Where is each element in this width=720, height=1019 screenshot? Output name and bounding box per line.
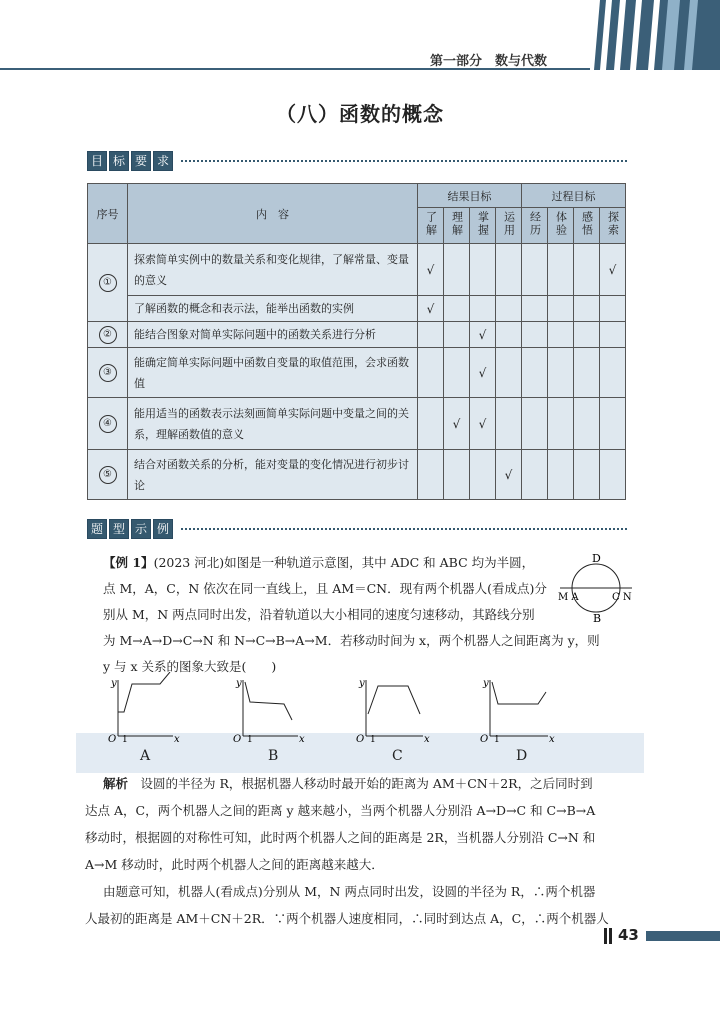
check-cell: √ <box>600 244 626 296</box>
axis-origin: O <box>356 734 365 744</box>
check-cell <box>444 322 470 348</box>
analysis-line: 人最初的距离是 AM＋CN＋2R．∵两个机器人速度相同，∴同时到达点 A，C，∴两个机器人 <box>85 911 609 926</box>
example-line: y 与 x 关系的图象大致是( ) <box>103 659 277 674</box>
check-cell <box>522 244 548 296</box>
banner-goals-char: 要 <box>131 151 151 171</box>
check-cell <box>470 450 496 500</box>
axis-tick-one: 1 <box>494 735 500 744</box>
graph-c <box>366 680 423 736</box>
sub-header: 探索 <box>606 211 620 237</box>
option-label-d: D <box>516 748 528 764</box>
axis-tick-one: 1 <box>122 735 128 744</box>
check-cell <box>444 348 470 398</box>
sub-header: 感悟 <box>580 211 594 237</box>
check-cell <box>522 322 548 348</box>
banner-goals-char: 求 <box>153 151 173 171</box>
check-cell: √ <box>470 322 496 348</box>
axis-origin: O <box>233 734 242 744</box>
analysis <box>85 770 645 932</box>
check-cell <box>470 244 496 296</box>
example-tag: 【例 1】 <box>103 555 154 570</box>
check-cell <box>444 296 470 322</box>
check-cell <box>496 296 522 322</box>
analysis-line: 由题意可知，机器人(看成点)分别从 M，N 两点同时出发，设圆的半径为 R，∴两个机器 <box>103 884 596 899</box>
check-cell <box>418 348 444 398</box>
check-cell <box>522 450 548 500</box>
page-number: 43 <box>618 926 639 944</box>
row-index: ⑤ <box>99 466 117 484</box>
row-content: 能结合图象对简单实际问题中的函数关系进行分析 <box>128 322 418 348</box>
check-cell <box>418 450 444 500</box>
axis-tick-one: 1 <box>247 735 253 744</box>
axis-x-label: x <box>299 734 305 744</box>
graph-a <box>118 672 173 736</box>
row-content: 结合对函数关系的分析，能对变量的变化情况进行初步讨论 <box>128 450 418 500</box>
table-row <box>88 244 626 296</box>
analysis-line: 达点 A，C，两个机器人之间的距离 y 越来越小，当两个机器人分别沿 A→D→C 和 C→B→A <box>85 803 596 818</box>
check-cell: √ <box>418 296 444 322</box>
check-cell <box>522 296 548 322</box>
row-content: 能确定简单实际问题中函数自变量的取值范围，会求函数值 <box>128 348 418 398</box>
example-line: 为 M→A→D→C→N 和 N→C→B→A→M．若移动时间为 x，两个机器人之间距离为 y，则 <box>103 633 600 648</box>
option-label-a: A <box>140 748 151 764</box>
result-goal-header: 结果目标 <box>418 184 522 208</box>
analysis-line: A→M 移动时，此时两个机器人之间的距离越来越大． <box>85 857 384 872</box>
check-cell <box>574 348 600 398</box>
check-cell <box>548 398 574 450</box>
row-index: ② <box>99 326 117 344</box>
table-row <box>88 322 626 348</box>
table-row <box>88 450 626 500</box>
axis-origin: O <box>108 734 117 744</box>
check-cell <box>548 348 574 398</box>
banner-goals-char: 标 <box>109 151 129 171</box>
banner-goals <box>87 150 627 172</box>
check-cell <box>418 398 444 450</box>
check-cell <box>522 348 548 398</box>
check-cell <box>600 398 626 450</box>
banner-examples-char: 示 <box>131 519 151 539</box>
footer-stripe <box>646 931 720 941</box>
check-cell: √ <box>444 398 470 450</box>
check-cell <box>444 450 470 500</box>
axis-x-label: x <box>174 734 180 744</box>
table-row <box>88 398 626 450</box>
diagram-label-right: C N <box>612 592 632 603</box>
check-cell <box>574 398 600 450</box>
sub-header: 了解 <box>424 211 438 237</box>
col-content-header: 内 容 <box>128 184 418 244</box>
check-cell <box>496 348 522 398</box>
row-content: 了解函数的概念和表示法，能举出函数的实例 <box>128 296 418 322</box>
example-line: 点 M，A，C，N 依次在同一直线上，且 AM＝CN．现有两个机器人(看成点)分 <box>103 581 547 596</box>
check-cell <box>548 450 574 500</box>
check-cell <box>496 322 522 348</box>
check-cell <box>600 296 626 322</box>
axis-origin: O <box>480 734 489 744</box>
page-title: （八）函数的概念 <box>276 102 444 126</box>
banner-goals-char: 目 <box>87 151 107 171</box>
graph-options <box>98 672 638 744</box>
banner-examples-char: 题 <box>87 519 107 539</box>
axis-y-label: y <box>359 678 365 689</box>
check-cell <box>418 322 444 348</box>
row-index: ③ <box>99 364 117 382</box>
row-content: 探索简单实例中的数量关系和变化规律，了解常量、变量的意义 <box>128 244 418 296</box>
check-cell <box>574 322 600 348</box>
option-label-c: C <box>392 748 403 764</box>
check-cell: √ <box>470 398 496 450</box>
table-row <box>88 296 626 322</box>
graph-d <box>490 680 548 736</box>
check-cell <box>574 450 600 500</box>
option-label-b: B <box>268 748 279 764</box>
banner-examples-char: 例 <box>153 519 173 539</box>
axis-y-label: y <box>483 678 489 689</box>
section-header: 第一部分 数与代数 <box>430 54 548 69</box>
row-index: ④ <box>99 415 117 433</box>
check-cell <box>496 244 522 296</box>
check-cell <box>470 296 496 322</box>
sub-header: 运用 <box>502 211 516 237</box>
table-row <box>88 348 626 398</box>
example-line: 别从 M，N 两点同时出发，沿着轨道以大小相同的速度匀速移动，其路线分别 <box>103 607 535 622</box>
check-cell: √ <box>418 244 444 296</box>
check-cell: √ <box>496 450 522 500</box>
sub-header: 掌握 <box>476 211 490 237</box>
example-source: (2023 河北) <box>153 555 225 570</box>
banner-examples-char: 型 <box>109 519 129 539</box>
diagram-label-b: B <box>593 612 602 624</box>
banner-examples <box>87 518 627 540</box>
axis-y-label: y <box>111 678 117 689</box>
sub-header: 体验 <box>554 211 568 237</box>
diagram-label-d: D <box>592 552 601 565</box>
process-goal-header: 过程目标 <box>522 184 626 208</box>
graph-b <box>243 680 298 736</box>
footer-bar <box>604 928 607 944</box>
check-cell <box>548 322 574 348</box>
col-index-header: 序号 <box>88 184 128 244</box>
footer-bar <box>609 928 612 944</box>
check-cell <box>574 296 600 322</box>
check-cell <box>600 348 626 398</box>
check-cell <box>574 244 600 296</box>
example-problem <box>103 550 553 628</box>
row-index: ① <box>99 274 117 292</box>
check-cell: √ <box>470 348 496 398</box>
axis-x-label: x <box>549 734 555 744</box>
analysis-line: 设圆的半径为 R，根据机器人移动时最开始的距离为 AM＋CN＋2R，之后同时到 <box>140 776 593 791</box>
sub-header: 经历 <box>528 211 542 237</box>
row-content: 能用适当的函数表示法刻画简单实际问题中变量之间的关系，理解函数值的意义 <box>128 398 418 450</box>
analysis-label: 解析 <box>103 776 129 791</box>
check-cell <box>522 398 548 450</box>
example-line: 如图是一种轨道示意图，其中 ADC 和 ABC 均为半圆， <box>224 555 535 570</box>
check-cell <box>548 244 574 296</box>
requirements-table <box>87 183 626 500</box>
axis-x-label: x <box>424 734 430 744</box>
analysis-line: 移动时，根据圆的对称性可知，此时两个机器人之间的距离是 2R，当机器人分别沿 C→N 和 <box>85 830 596 845</box>
track-diagram <box>558 552 638 624</box>
axis-y-label: y <box>236 678 242 689</box>
diagram-label-left: M A <box>558 592 579 603</box>
check-cell <box>600 322 626 348</box>
sub-header: 理解 <box>450 211 464 237</box>
axis-tick-one: 1 <box>370 735 376 744</box>
check-cell <box>444 244 470 296</box>
check-cell <box>600 450 626 500</box>
check-cell <box>496 398 522 450</box>
header-stripes <box>590 0 720 70</box>
check-cell <box>548 296 574 322</box>
